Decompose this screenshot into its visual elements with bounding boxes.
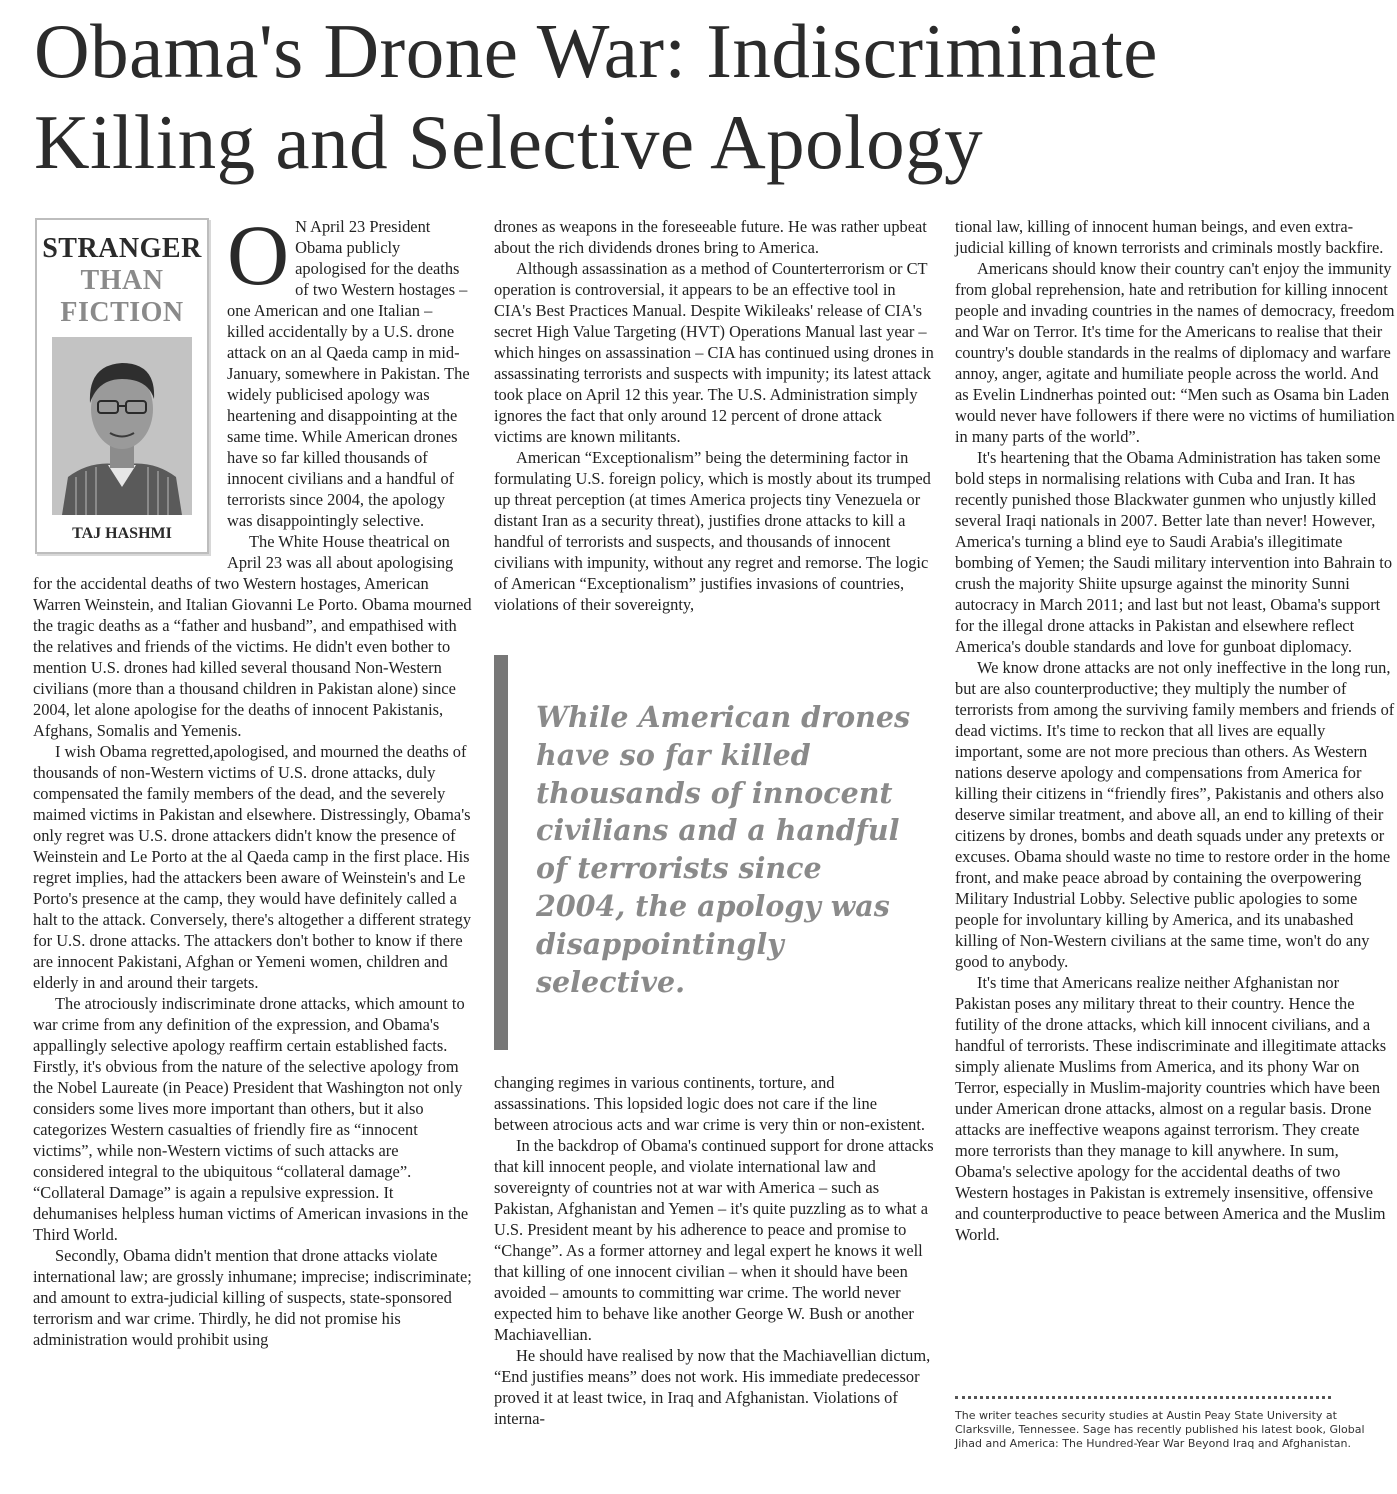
drop-cap: O: [227, 207, 290, 303]
paragraph: Secondly, Obama didn't mention that drone attacks violate international law; are grossly inhumane; imprecise; indiscriminate; and amount to extra-judicial killing of suspects, state-sponsored terrorism and war crime. Thirdly, he did not promise his administration would prohibit using: [33, 1246, 472, 1349]
paragraph: I wish Obama regretted,apologised, and mourned the deaths of thousands of non-Western victims of U.S. drone attacks, duly compensated the family members of the dead, and the severely maimed victims in Pakistan and elsewhere. Distressingly, Obama's only regret was U.S. drone attackers didn't know the presence of Weinstein and Le Porto at the al Qaeda camp in the first place. His regret implies, had the attackers been aware of Weinstein's and Le Porto's presence at the camp, they would have definitely called a halt to the attack. Conversely, there's altogether a different strategy for U.S. drone attacks. The attackers don't bother to know if there are innocent Pakistani, Afghan or Yemeni women, children and elderly in and around their targets.: [33, 742, 472, 992]
headline-line-1: Obama's Drone War: Indiscriminate: [34, 8, 1158, 94]
headline-line-2: Killing and Selective Apology: [34, 99, 984, 185]
column-logo-box: [35, 218, 209, 554]
column-1: [33, 207, 473, 1350]
column-logo-line-1: STRANGER: [42, 233, 202, 264]
paragraph: Although assassination as a method of Counterterrorism or CT operation is controversial, it appears to be an effective tool in CIA's Best Practices Manual. Despite Wikileaks' release of CIA's secret High Value Targeting (HVT) Operations Manual last year – which hinges on assassination – CIA has continued using drones in assassinating terrorists and suspects with impunity; its latest attack took place on April 12 this year. The U.S. Administration simply ignores the fact that only around 12 percent of drone attack victims are known militants.: [494, 259, 934, 446]
paragraph: drones as weapons in the foreseeable future. He was rather upbeat about the rich dividends drones bring to America.: [494, 217, 927, 257]
paragraph: The atrociously indiscriminate drone attacks, which amount to war crime from any definition of the expression, and Obama's appallingly selective apology reaffirm certain established facts. Firstly, it's obvious from the nature of the selective apology from the Nobel Laureate (in Peace) President that Washington not only considers some lives more important than others, but it also categorizes Western casualties of friendly fire as “innocent victims”, while non-Western victims of such attacks are considered integral to the ubiquitous “collateral damage”. “Collateral Damage” is again a repulsive expression. It dehumanises helpless human victims of American invasions in the Third World.: [33, 994, 469, 1244]
column-logo-line-2: THAN: [80, 265, 164, 296]
paragraph: changing regimes in various continents, torture, and assassinations. This lopsided logic does not care if the line between atrocious acts and war crime is very thin or non-existent.: [494, 1073, 926, 1134]
author-portrait: [52, 337, 192, 515]
pull-quote: [494, 655, 938, 1050]
dotted-divider: [955, 1396, 1331, 1399]
author-name: TAJ HASHMI: [72, 525, 172, 542]
paragraph: American “Exceptionalism” being the determining factor in formulating U.S. foreign policy, which is mostly about its trumped up threat perception (at times America projects tiny Venezuela or distant Iran as a security threat), justifies drone attacks to kill a handful of terrorists and suspects, and thousands of innocent civilians with impunity, without any regret and remorse. The logic of American “Exceptionalism” justifies invasions of countries, violations of their sovereignty,: [494, 448, 931, 614]
column-2-bottom: [494, 1072, 934, 1429]
paragraph: N April 23 President Obama publicly apologised for the deaths of two Western hostages – one American and one Italian – killed accidentally by a U.S. drone attack on an al Qaeda camp in mid-January, somewhere in Pakistan. The widely publicised apology was heartening and disappointing at the same time. While American drones have so far killed thousands of innocent civilians and a handful of terrorists since 2004, the apology was disappointingly selective.: [227, 217, 470, 530]
column-logo-line-3: FICTION: [60, 297, 184, 328]
paragraph: It's heartening that the Obama Administration has taken some bold steps in normalising relations with Cuba and Iran. It has recently punished those Blackwater gunmen who unjustly killed several Iraqi nationals in 2007. Better late than never! However, America's turning a blind eye to Saudi Arabia's illegitimate bombing of Yemen; the Saudi military intervention into Bahrain to crush the majority Shiite upsurge against the minority Sunni autocracy in March 2011; and last but not least, Obama's support for the illegal drone attacks in Pakistan and elsewhere reflect America's double standards and love for gunboat diplomacy.: [955, 448, 1393, 656]
headline: [34, 6, 1374, 188]
column-2-top: [494, 216, 934, 615]
paragraph: He should have realised by now that the Machiavellian dictum, “End justifies means” does not work. His immediate predecessor proved it at least twice, in Iraq and Afghanistan. Violations of interna-: [494, 1346, 931, 1428]
paragraph: Americans should know their country can't enjoy the immunity from global reprehension, hate and retribution for killing innocent people and invading countries in the names of democracy, freedom and War on Terror. It's time for the Americans to realise that their country's double standards in the realms of diplomacy and warfare annoy, anger, agitate and humiliate people across the world. And as Evelin Lindnerhas pointed out: “Men such as Osama bin Laden would never have followers if there were no victims of humiliation in many parts of the world”.: [955, 259, 1395, 446]
author-tagline: The writer teaches security studies at Austin Peay State University at Clarksville, Tennessee. Sage has recently published his latest book, Global Jihad and America: The Hundred-Year War Beyond Iraq and Afghanistan.: [955, 1409, 1365, 1450]
paragraph: tional law, killing of innocent human beings, and even extra-judicial killing of known terrorists and criminals mostly backfire.: [955, 217, 1384, 257]
paragraph: The White House theatrical on April 23 was all about apologising for the accidental deaths of two Western hostages, American Warren Weinstein, and Italian Giovanni Le Porto. Obama mourned the tragic deaths as a “father and husband”, and empathised with the relatives and friends of the victims. He didn't even bother to mention U.S. drones had killed several thousand Non-Western civilians (more than a thousand children in Pakistan alone) since 2004, let alone apologise for the deaths of innocent Pakistanis, Afghans, Somalis and Yemenis.: [33, 532, 472, 740]
pull-quote-text: While American drones have so far killed thousands of innocent civilians and a handful of terrorists since 2004, the apology was disappointingly selective.: [536, 700, 910, 999]
paragraph: In the backdrop of Obama's continued support for drone attacks that kill innocent people, and violate international law and sovereignty of countries not at war with America – such as Pakistan, Afghanistan and Yemen – it's quite puzzling as to what a U.S. President meant by his adherence to peace and promise to “Change”. As a former attorney and legal expert he knows it well that killing of one innocent civilian – when it should have been avoided – amounts to committing war crime. The world never expected him to behave like another George W. Bush or another Machiavellian.: [494, 1136, 934, 1344]
column-3: [955, 216, 1395, 1245]
paragraph: We know drone attacks are not only ineffective in the long run, but are also counterproductive; they multiply the number of terrorists from among the surviving family members and friends of dead victims. It's time to reckon that all lives are equally important, some are not more precious than others. As Western nations deserve apology and compensations from America for killing their citizens in “friendly fires”, Pakistanis and others also deserve similar treatment, and above all, an end to killing of their citizens by drones, bombs and death squads under any pretexts or excuses. Obama should waste no time to restore order in the home front, and make peace abroad by containing the overpowering Military Industrial Lobby. Selective public apologies to some people for involuntary killing by America, and its unabashed killing of Non-Western civilians at the same time, won't do any good to anybody.: [955, 658, 1395, 971]
paragraph: It's time that Americans realize neither Afghanistan nor Pakistan poses any military threat to their country. Hence the futility of the drone attacks, which kill innocent civilians, and a handful of terrorists. These indiscriminate and illegitimate attacks simply alienate Muslims from America, and its phony War on Terror, especially in Muslim-majority countries which have been under American drone attacks, almost on a regular basis. Drone attacks are ineffective weapons against terrorism. They create more terrorists than they manage to kill anywhere. In sum, Obama's selective apology for the accidental deaths of two Western hostages in Pakistan is extremely insensitive, offensive and counterproductive to peace between America and the Muslim World.: [955, 973, 1387, 1244]
